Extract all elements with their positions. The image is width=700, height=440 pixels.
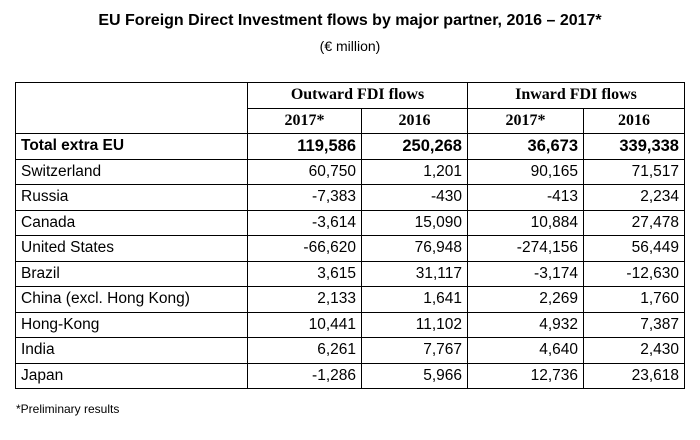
value-cell: 1,641 [362, 287, 468, 313]
row-label: India [16, 338, 248, 364]
value-cell: 2,133 [248, 287, 362, 313]
footnote: *Preliminary results [16, 402, 120, 416]
fdi-table [15, 82, 685, 389]
value-cell: 7,767 [362, 338, 468, 364]
value-cell: 7,387 [584, 312, 685, 338]
value-cell: 3,615 [248, 261, 362, 287]
table-row [16, 287, 685, 313]
inward-header: Inward FDI flows [468, 83, 685, 109]
value-cell: 2,430 [584, 338, 685, 364]
corner-cell [16, 83, 248, 134]
value-cell: -66,620 [248, 236, 362, 262]
table-row [16, 159, 685, 185]
year-header: 2017* [468, 108, 584, 134]
value-cell: 56,449 [584, 236, 685, 262]
value-cell: 36,673 [468, 134, 584, 160]
table-subtitle: (€ million) [319, 38, 381, 54]
year-header: 2016 [362, 108, 468, 134]
value-cell: 5,966 [362, 363, 468, 389]
value-cell: 2,269 [468, 287, 584, 313]
value-cell: 15,090 [362, 210, 468, 236]
value-cell: 1,201 [362, 159, 468, 185]
value-cell: 4,932 [468, 312, 584, 338]
year-header: 2016 [584, 108, 685, 134]
value-cell: 12,736 [468, 363, 584, 389]
value-cell: -3,614 [248, 210, 362, 236]
row-label: Hong-Kong [16, 312, 248, 338]
group-header-row [16, 83, 685, 109]
row-label: United States [16, 236, 248, 262]
value-cell: -413 [468, 185, 584, 211]
value-cell: 119,586 [248, 134, 362, 160]
value-cell: 90,165 [468, 159, 584, 185]
value-cell: 31,117 [362, 261, 468, 287]
row-label: Brazil [16, 261, 248, 287]
value-cell: 1,760 [584, 287, 685, 313]
row-label: Total extra EU [16, 134, 248, 160]
value-cell: 71,517 [584, 159, 685, 185]
row-label: Russia [16, 185, 248, 211]
table-row [16, 363, 685, 389]
value-cell: -1,286 [248, 363, 362, 389]
value-cell: 76,948 [362, 236, 468, 262]
table-row [16, 261, 685, 287]
table-row [16, 185, 685, 211]
value-cell: 339,338 [584, 134, 685, 160]
value-cell: 60,750 [248, 159, 362, 185]
value-cell: 2,234 [584, 185, 685, 211]
table-title: EU Foreign Direct Investment flows by major partner, 2016 – 2017* [98, 12, 602, 29]
value-cell: 10,441 [248, 312, 362, 338]
outward-header: Outward FDI flows [248, 83, 468, 109]
value-cell: -430 [362, 185, 468, 211]
value-cell: 11,102 [362, 312, 468, 338]
value-cell: -274,156 [468, 236, 584, 262]
table-row [16, 236, 685, 262]
table-row [16, 312, 685, 338]
total-row [16, 134, 685, 160]
value-cell: -3,174 [468, 261, 584, 287]
value-cell: 6,261 [248, 338, 362, 364]
value-cell: -7,383 [248, 185, 362, 211]
value-cell: 4,640 [468, 338, 584, 364]
row-label: Canada [16, 210, 248, 236]
value-cell: 27,478 [584, 210, 685, 236]
year-header: 2017* [248, 108, 362, 134]
value-cell: -12,630 [584, 261, 685, 287]
value-cell: 250,268 [362, 134, 468, 160]
table-row [16, 338, 685, 364]
value-cell: 23,618 [584, 363, 685, 389]
table-row [16, 210, 685, 236]
row-label: Japan [16, 363, 248, 389]
row-label: China (excl. Hong Kong) [16, 287, 248, 313]
row-label: Switzerland [16, 159, 248, 185]
value-cell: 10,884 [468, 210, 584, 236]
